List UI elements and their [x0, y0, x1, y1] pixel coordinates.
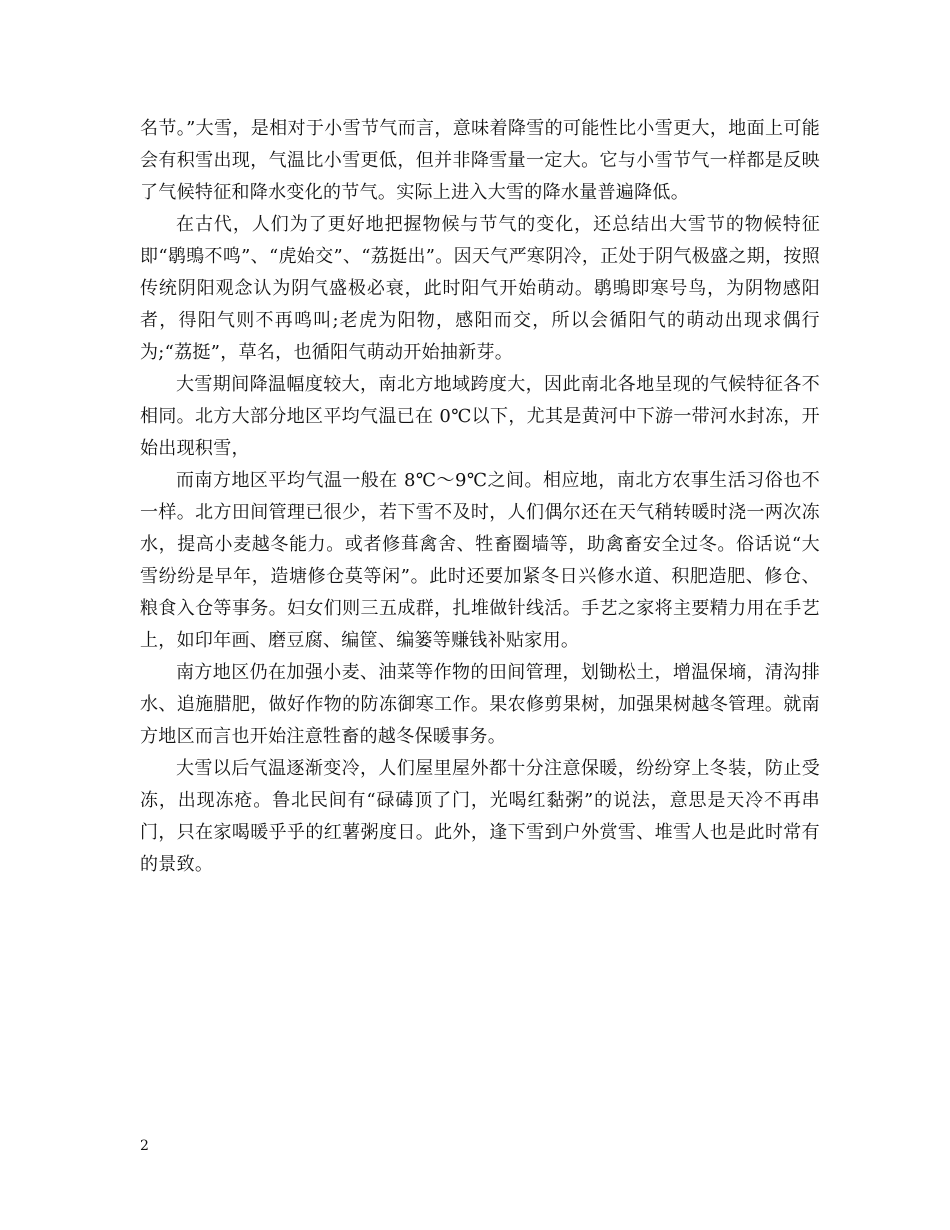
paragraph-4: 而南方地区平均气温一般在 8℃～9℃之间。相应地，南北方农事生活习俗也不一样。北方田间管理已很少，若下雪不及时，人们偶尔还在天气稍转暖时浇一两次冻水，提高小麦越冬能力。或者修葺禽舍、牲畜圈墙等，助禽畜安全过冬。俗话说“大雪纷纷是早年，造塘修仓莫等闲”。此时还要加紧冬日兴修水道、积肥造肥、修仓、粮食入仓等事务。妇女们则三五成群，扎堆做针线活。手艺之家将主要精力用在手艺上，如印年画、磨豆腐、编筐、编篓等赚钱补贴家用。: [140, 470, 820, 651]
paragraph-5: 南方地区仍在加强小麦、油菜等作物的田间管理，划锄松土，增温保墒，清沟排水、追施腊肥，做好作物的防冻御寒工作。果农修剪果树，加强果树越冬管理。就南方地区而言也开始注意牲畜的越冬保暖事务。: [140, 662, 820, 747]
page-number: 2: [140, 1138, 149, 1154]
paragraph-2: 在古代，人们为了更好地把握物候与节气的变化，还总结出大雪节的物候特征即“鹖鴠不鸣”、“虎始交”、“荔挺出”。因天气严寒阴冷，正处于阴气极盛之期，按照传统阴阳观念认为阴气盛极必衰，此时阳气开始萌动。鹖鴠即寒号鸟，为阴物感阳者，得阳气则不再鸣叫;老虎为阳物，感阳而交，所以会循阳气的萌动出现求偶行为;“荔挺”，草名，也循阳气萌动开始抽新芽。: [140, 214, 820, 363]
paragraph-1: 名节。”大雪，是相对于小雪节气而言，意味着降雪的可能性比小雪更大，地面上可能会有积雪出现，气温比小雪更低，但并非降雪量一定大。它与小雪节气一样都是反映了气候特征和降水变化的节气。实际上进入大雪的降水量普遍降低。: [140, 118, 820, 203]
document-body: [140, 113, 820, 881]
paragraph-3: 大雪期间降温幅度较大，南北方地域跨度大，因此南北各地呈现的气候特征各不相同。北方大部分地区平均气温已在 0℃以下，尤其是黄河中下游一带河水封冻，开始出现积雪，: [140, 374, 820, 459]
paragraph-6: 大雪以后气温逐渐变冷，人们屋里屋外都十分注意保暖，纷纷穿上冬装，防止受冻，出现冻疮。鲁北民间有“碌碡顶了门，光喝红黏粥”的说法，意思是天冷不再串门，只在家喝暖乎乎的红薯粥度日。此外，逢下雪到户外赏雪、堆雪人也是此时常有的景致。: [140, 758, 820, 875]
